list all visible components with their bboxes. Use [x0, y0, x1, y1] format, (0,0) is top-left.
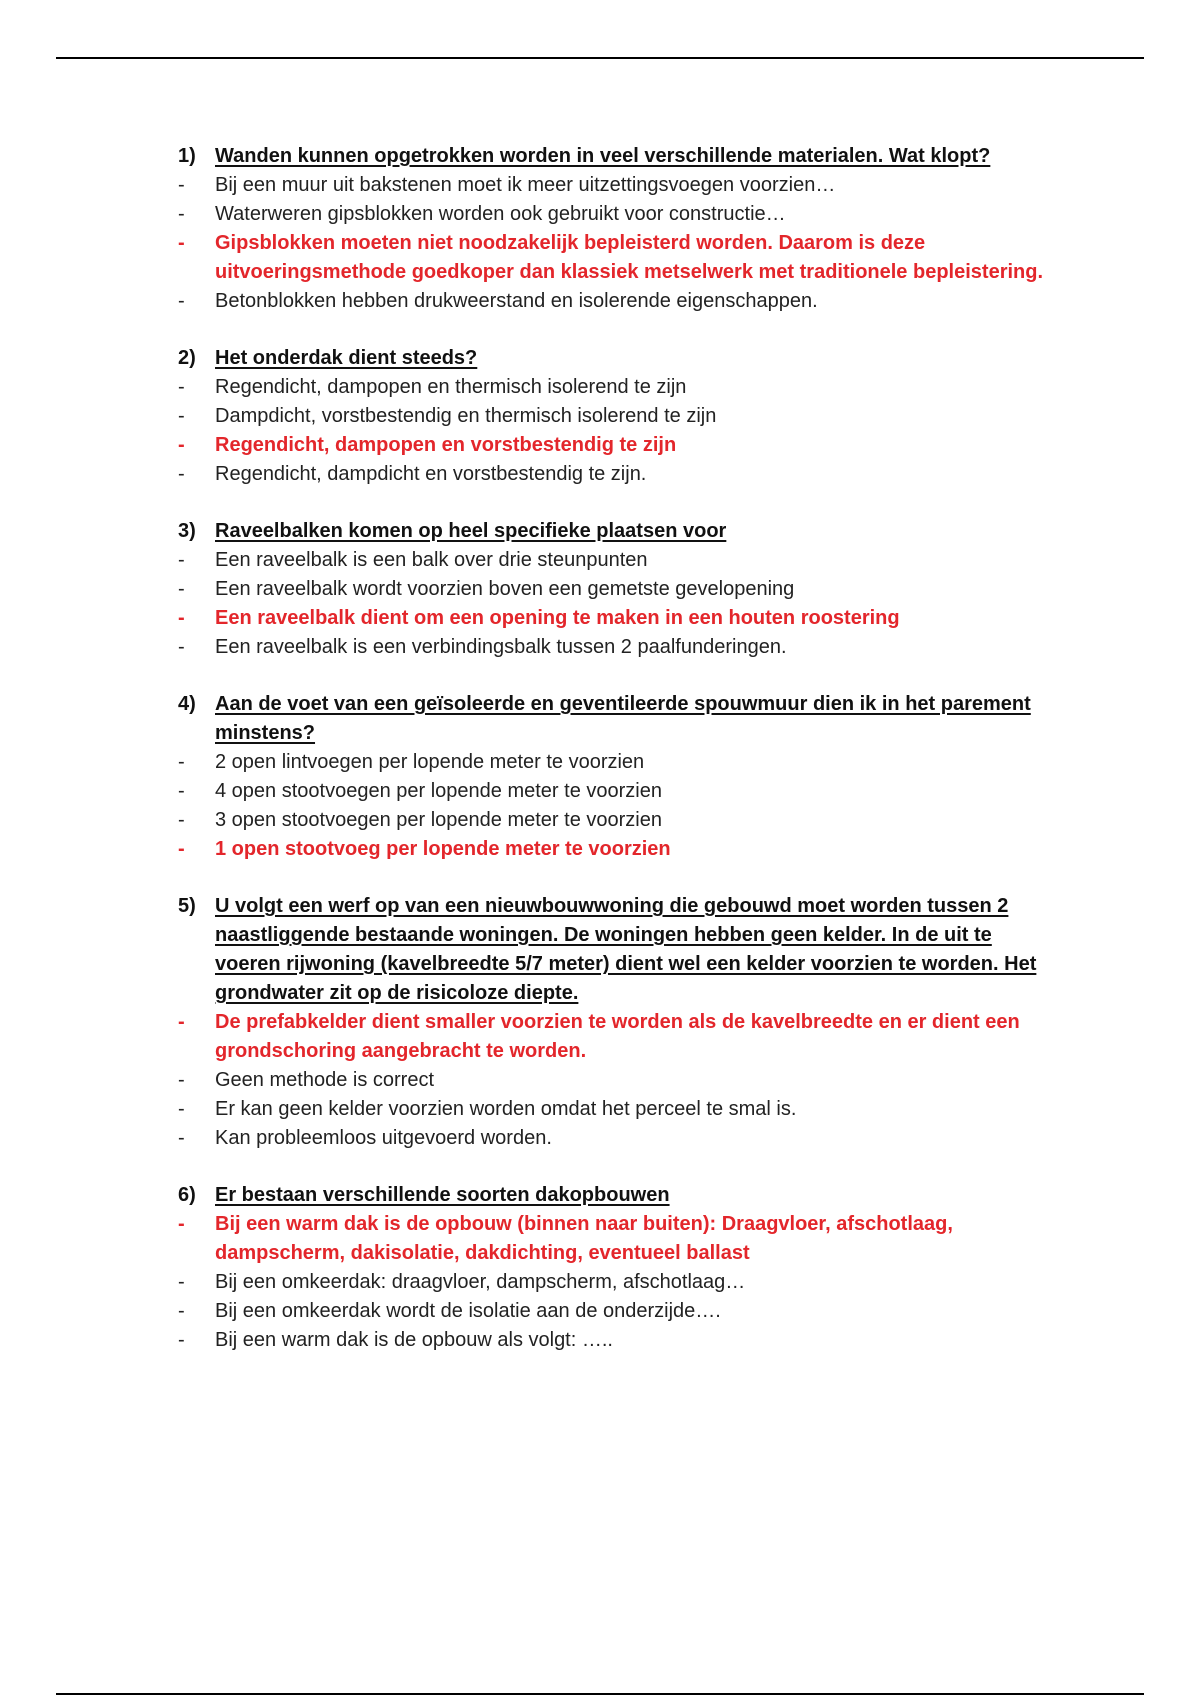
answer-list	[178, 1008, 1058, 1153]
answer-option	[178, 1066, 1058, 1095]
bullet-dash: -	[178, 1213, 185, 1235]
answer-option	[178, 633, 1058, 662]
answer-option-correct	[178, 604, 1058, 633]
bullet-dash: -	[178, 549, 185, 571]
question-heading	[178, 690, 1058, 748]
bullet-dash: -	[178, 203, 185, 225]
answer-option	[178, 171, 1058, 200]
bullet-dash: -	[178, 1271, 185, 1293]
answer-option-correct	[178, 1008, 1058, 1066]
bullet-dash: -	[178, 607, 185, 629]
bullet-dash: -	[178, 463, 185, 485]
question-number: 5)	[178, 895, 196, 917]
question-text: Er bestaan verschillende soorten dakopbouwen	[215, 1184, 670, 1206]
bullet-dash: -	[178, 1300, 185, 1322]
bullet-dash: -	[178, 405, 185, 427]
question-4	[178, 690, 1058, 864]
answer-option	[178, 1326, 1058, 1355]
question-number: 1)	[178, 145, 196, 167]
bullet-dash: -	[178, 1127, 185, 1149]
answer-option	[178, 1095, 1058, 1124]
bullet-dash: -	[178, 290, 185, 312]
question-list	[178, 142, 1058, 1383]
answer-text: Een raveelbalk wordt voorzien boven een gemetste gevelopening	[215, 578, 795, 600]
question-heading	[178, 1181, 1058, 1210]
answer-option	[178, 287, 1058, 316]
question-5	[178, 892, 1058, 1153]
answer-option-correct	[178, 1210, 1058, 1268]
question-text: U volgt een werf op van een nieuwbouwwoning die gebouwd moet worden tussen 2 naastliggende bestaande woningen. De woningen hebben geen kelder. In de uit te voeren rijwoning (kavelbreedte 5/7 meter) dient wel een kelder voorzien te worden. Het grondwater zit op de risicoloze diepte.	[215, 895, 1037, 1004]
answer-text: Een raveelbalk dient om een opening te maken in een houten roostering	[215, 607, 900, 629]
question-2	[178, 344, 1058, 489]
answer-text: Waterweren gipsblokken worden ook gebruikt voor constructie…	[215, 203, 786, 225]
bullet-dash: -	[178, 232, 185, 254]
answer-option	[178, 806, 1058, 835]
bullet-dash: -	[178, 174, 185, 196]
answer-text: Kan probleemloos uitgevoerd worden.	[215, 1127, 552, 1149]
answer-text: Gipsblokken moeten niet noodzakelijk bepleisterd worden. Daarom is deze uitvoeringsmethode goedkoper dan klassiek metselwerk met traditionele bepleistering.	[215, 232, 1044, 283]
question-number: 4)	[178, 693, 196, 715]
answer-text: Bij een muur uit bakstenen moet ik meer uitzettingsvoegen voorzien…	[215, 174, 836, 196]
bullet-dash: -	[178, 1098, 185, 1120]
answer-text: Geen methode is correct	[215, 1069, 434, 1091]
question-6	[178, 1181, 1058, 1355]
question-heading	[178, 517, 1058, 546]
bottom-rule	[56, 1693, 1144, 1695]
answer-option	[178, 373, 1058, 402]
answer-text: 1 open stootvoeg per lopende meter te voorzien	[215, 838, 671, 860]
question-1	[178, 142, 1058, 316]
answer-text: Betonblokken hebben drukweerstand en isolerende eigenschappen.	[215, 290, 818, 312]
answer-list	[178, 171, 1058, 316]
question-text: Het onderdak dient steeds?	[215, 347, 478, 369]
answer-text: Er kan geen kelder voorzien worden omdat het perceel te smal is.	[215, 1098, 797, 1120]
bullet-dash: -	[178, 838, 185, 860]
bullet-dash: -	[178, 1011, 185, 1033]
question-number: 6)	[178, 1184, 196, 1206]
question-heading	[178, 142, 1058, 171]
bullet-dash: -	[178, 780, 185, 802]
bullet-dash: -	[178, 636, 185, 658]
answer-list	[178, 1210, 1058, 1355]
answer-list	[178, 546, 1058, 662]
bullet-dash: -	[178, 1069, 185, 1091]
answer-option-correct	[178, 229, 1058, 287]
answer-text: Bij een warm dak is de opbouw als volgt: …..	[215, 1329, 613, 1351]
answer-text: Regendicht, dampopen en vorstbestendig te zijn	[215, 434, 677, 456]
bullet-dash: -	[178, 1329, 185, 1351]
bullet-dash: -	[178, 809, 185, 831]
answer-option	[178, 200, 1058, 229]
answer-text: Bij een omkeerdak wordt de isolatie aan de onderzijde….	[215, 1300, 721, 1322]
answer-option	[178, 748, 1058, 777]
bullet-dash: -	[178, 376, 185, 398]
answer-option	[178, 1297, 1058, 1326]
answer-option	[178, 777, 1058, 806]
answer-text: Bij een omkeerdak: draagvloer, dampscherm, afschotlaag…	[215, 1271, 746, 1293]
question-number: 2)	[178, 347, 196, 369]
question-number: 3)	[178, 520, 196, 542]
question-3	[178, 517, 1058, 662]
answer-option	[178, 402, 1058, 431]
answer-option	[178, 575, 1058, 604]
answer-text: Regendicht, dampopen en thermisch isolerend te zijn	[215, 376, 687, 398]
answer-text: Dampdicht, vorstbestendig en thermisch isolerend te zijn	[215, 405, 717, 427]
question-heading	[178, 344, 1058, 373]
bullet-dash: -	[178, 434, 185, 456]
answer-text: Een raveelbalk is een balk over drie steunpunten	[215, 549, 648, 571]
answer-option	[178, 460, 1058, 489]
answer-list	[178, 748, 1058, 864]
answer-text: Regendicht, dampdicht en vorstbestendig te zijn.	[215, 463, 647, 485]
top-rule	[56, 57, 1144, 59]
answer-text: 3 open stootvoegen per lopende meter te voorzien	[215, 809, 662, 831]
answer-text: 4 open stootvoegen per lopende meter te voorzien	[215, 780, 662, 802]
answer-text: Een raveelbalk is een verbindingsbalk tussen 2 paalfunderingen.	[215, 636, 787, 658]
answer-option	[178, 546, 1058, 575]
bullet-dash: -	[178, 751, 185, 773]
answer-list	[178, 373, 1058, 489]
question-text: Wanden kunnen opgetrokken worden in veel verschillende materialen. Wat klopt?	[215, 145, 991, 167]
answer-option-correct	[178, 835, 1058, 864]
answer-option-correct	[178, 431, 1058, 460]
bullet-dash: -	[178, 578, 185, 600]
question-text: Aan de voet van een geïsoleerde en geventileerde spouwmuur dien ik in het parement minstens?	[215, 693, 1031, 744]
question-text: Raveelbalken komen op heel specifieke plaatsen voor	[215, 520, 727, 542]
answer-text: 2 open lintvoegen per lopende meter te voorzien	[215, 751, 645, 773]
answer-option	[178, 1268, 1058, 1297]
answer-text: Bij een warm dak is de opbouw (binnen naar buiten): Draagvloer, afschotlaag, dampscherm, dakisolatie, dakdichting, eventueel ballast	[215, 1213, 953, 1264]
answer-text: De prefabkelder dient smaller voorzien te worden als de kavelbreedte en er dient een grondschoring aangebracht te worden.	[215, 1011, 1020, 1062]
question-heading	[178, 892, 1058, 1008]
answer-option	[178, 1124, 1058, 1153]
